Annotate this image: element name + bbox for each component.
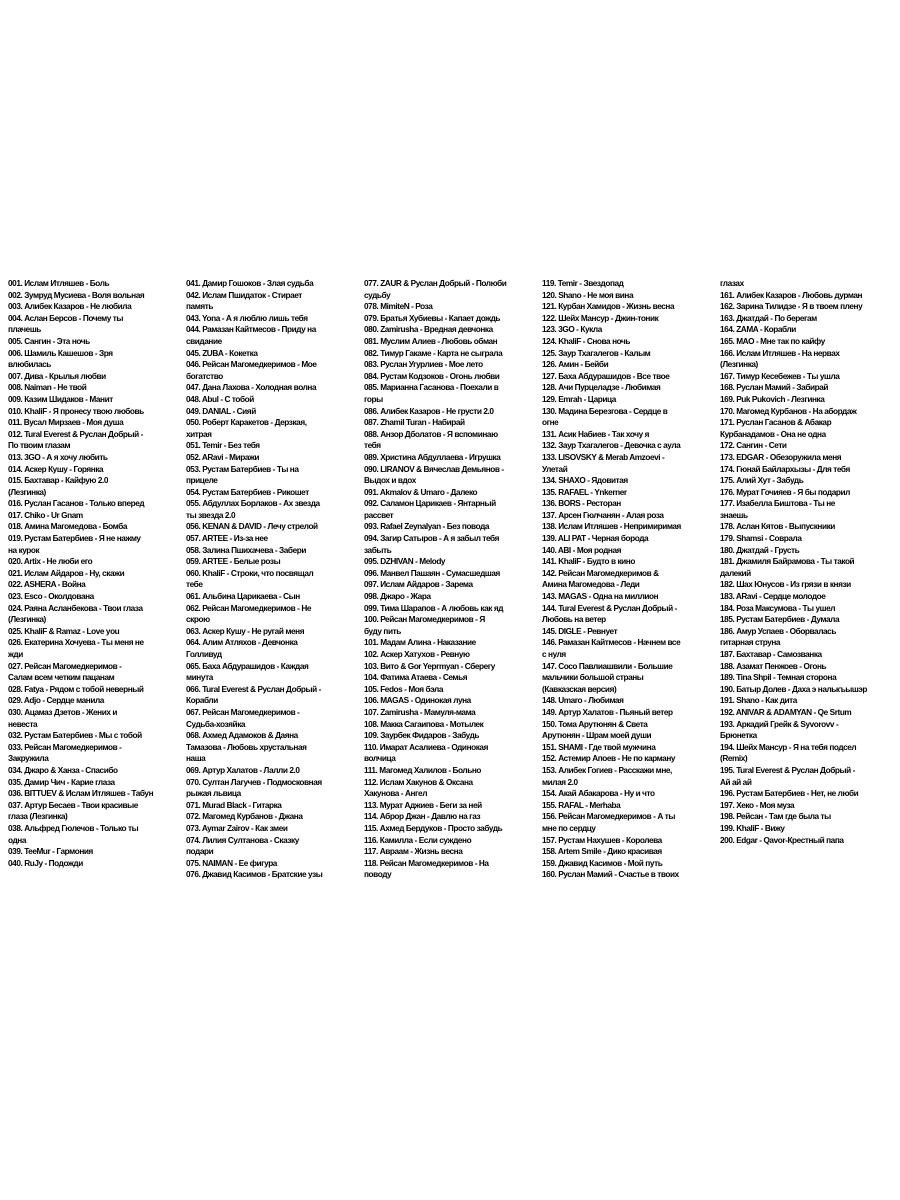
track-line: 180. Джатдай - Грусть (720, 544, 800, 555)
track-line: 162. Зарина Тилидзе - Я в твоем плену (720, 301, 863, 312)
track-line: 121. Курбан Хамидов - Жизнь весна (542, 301, 675, 312)
track-line: 005. Сангин - Эта ночь (8, 335, 90, 346)
track-line: 042. Ислам Пшидаток - Стирает (186, 289, 302, 300)
track-line: одна (8, 834, 27, 845)
track-line: 149. Артур Халатов - Пьяный ветер (542, 706, 673, 717)
track-line: 017. Chiko - Ur Gnam (8, 509, 83, 520)
track-line: 003. Алибек Казаров - Не любила (8, 301, 132, 312)
track-line: 002. Зумруд Мусиева - Воля вольная (8, 289, 145, 300)
track-line: ты звезда 2.0 (186, 509, 236, 520)
track-line: 124. KhaliF - Снова ночь (542, 335, 631, 346)
track-line: 024. Раяна Асланбекова - Твои глаза (8, 602, 143, 613)
track-line: 148. Umaro - Любимая (542, 695, 624, 706)
track-line: 066. Tural Everest & Руслан Добрый - (186, 683, 321, 694)
track-line: 122. Шейх Мансур - Джин-тоник (542, 312, 659, 323)
track-line: 047. Дана Лахова - Холодная волна (186, 382, 317, 393)
track-line: 165. MAO - Мне так по кайфу (720, 335, 825, 346)
track-line: 117. Авраам - Жизнь весна (364, 846, 463, 857)
track-line: 190. Батыр Долев - Даха э налькъышэр (720, 683, 867, 694)
track-line: на курок (8, 544, 40, 555)
track-line: 185. Рустам Батербиев - Думала (720, 614, 840, 625)
track-line: мне по сердцу (542, 822, 596, 833)
track-line: рыжая львица (186, 788, 241, 799)
track-line: 092. Саламон Царикаев - Янтарный (364, 498, 496, 509)
track-line: 101. Мадам Алина - Наказание (364, 637, 476, 648)
track-line: 049. DANIAL - Сияй (186, 405, 256, 416)
track-line: (Лезгинка) (8, 486, 46, 497)
track-line: 100. Рейсан Магомедкеримов - Я (364, 614, 485, 625)
track-line: 127. Баха Абдурашидов - Все твое (542, 370, 670, 381)
track-line: 009. Казим Шидаков - Манит (8, 393, 113, 404)
track-line: 175. Алий Хут - Забудь (720, 475, 804, 486)
track-line: 087. Zhamil Turan - Набирай (364, 417, 465, 428)
track-line: Выдох и вдох (364, 475, 416, 486)
track-line: 030. Ацамаз Дзетов - Жених и (8, 706, 118, 717)
track-line: глаза (Лезгинка) (8, 811, 68, 822)
track-line: 064. Алим Атляхов - Девчонка (186, 637, 298, 648)
track-column-1 (8, 278, 180, 881)
track-line: жди (8, 649, 23, 659)
track-line: Салам всем четким пацанам (8, 672, 115, 683)
track-line: 095. DZHIVAN - Melody (364, 556, 446, 567)
track-line: 151. SHAMI - Где твой мужчина (542, 741, 656, 752)
track-line: 043. Yona - А я люблю лишь тебя (186, 312, 308, 323)
track-line: 023. Esco - Околдована (8, 591, 94, 602)
track-line: забыть (364, 544, 392, 555)
track-line: По твоим глазам (8, 440, 71, 451)
track-line: 072. Магомед Курбанов - Джана (186, 811, 303, 822)
track-line: тебе (186, 579, 203, 590)
track-line: горы (364, 393, 383, 404)
track-line: 034. Джаро & Ханза - Спасибо (8, 764, 118, 775)
track-line: 079. Братья Хубиевы - Капает дождь (364, 312, 501, 323)
track-line: 144. Tural Everest & Руслан Добрый - (542, 602, 677, 613)
track-line: огне (542, 417, 559, 428)
track-line: 193. Аркадий Грейк & Syvorovv - (720, 718, 839, 729)
track-line: 012. Tural Everest & Руслан Добрый - (8, 428, 143, 439)
track-line: мальчики большой страны (542, 672, 644, 683)
track-line: 120. Shano - Не моя вина (542, 289, 634, 300)
track-line: 176. Мурат Гочияев - Я бы подарил (720, 486, 850, 497)
track-line: 184. Роза Максумова - Ты ушел (720, 602, 836, 613)
track-line: 021. Ислам Айдаров - Ну, скажи (8, 567, 125, 578)
track-line: 007. Дива - Крылья любви (8, 370, 106, 381)
track-line: 039. TeeMur - Гармония (8, 846, 93, 857)
track-line: 065. Баха Абдурашидов - Каждая (186, 660, 309, 671)
track-line: 026. Екатерина Хочуева - Ты меня не (8, 637, 144, 648)
track-line: 018. Амина Магомедова - Бомба (8, 521, 128, 532)
track-line: 113. Мурат Аджиев - Беги за ней (364, 799, 482, 810)
track-line: 044. Рамазан Кайтмесов - Приду на (186, 324, 316, 335)
track-line: невеста (8, 718, 38, 729)
track-line: 152. Астемир Апоев - Не по карману (542, 753, 676, 764)
track-line: 114. Аброр Джан - Давлю на газ (364, 811, 481, 822)
track-line: знаешь (720, 509, 748, 520)
track-line: прицеле (186, 475, 218, 486)
track-line: минута (186, 672, 213, 683)
track-list (8, 278, 892, 881)
track-column-5 (720, 278, 892, 881)
track-line: 033. Рейсан Магомедкеримов - (8, 741, 122, 752)
track-line: волчица (364, 753, 396, 764)
track-line: 056. KENAN & DAVID - Лечу стрелой (186, 521, 318, 532)
track-line: 028. Fatya - Рядом с тобой неверный (8, 683, 144, 694)
track-line: 020. Artix - Не люби его (8, 556, 93, 567)
track-line: 135. RAFAEL - Ynkerner (542, 486, 627, 497)
track-line: 019. Рустам Батербиев - Я не нажму (8, 533, 141, 544)
track-line: 167. Тимур Кесебежев - Ты ушла (720, 370, 840, 381)
track-line: 091. Akmalov & Umaro - Далеко (364, 486, 478, 497)
track-line: 199. KhaliF - Вижу (720, 822, 785, 833)
track-line: 045. ZUBA - Кокетка (186, 347, 258, 358)
track-line: Брюнетка (720, 730, 757, 741)
track-line: Судьба-хозяйка (186, 718, 246, 729)
track-line: свидание (186, 335, 222, 346)
track-line: 099. Тима Шарапов - А любовь как яд (364, 602, 504, 613)
track-line: 102. Аскер Хатухов - Ревную (364, 649, 470, 659)
track-line: 126. Амин - Бейби (542, 359, 609, 370)
track-line: 055. Абдуллах Борлаков - Ах звезда (186, 498, 320, 509)
track-line: 163. Джатдай - По берегам (720, 312, 817, 323)
track-line: 159. Джавид Касимов - Мой путь (542, 857, 663, 868)
track-line: 035. Дамир Чич - Карие глаза (8, 776, 115, 787)
track-line: подари (186, 846, 214, 857)
track-line: 071. Murad Black - Гитарка (186, 799, 282, 810)
track-line: 130. Мадина Березгова - Сердце в (542, 405, 668, 416)
track-line: 195. Tural Everest & Руслан Добрый - (720, 764, 855, 775)
track-line: 189. Tina Shpil - Темная сторона (720, 672, 837, 683)
track-line: 068. Ахмед Адамоков & Даяна (186, 730, 298, 741)
track-line: Закружила (8, 753, 49, 764)
track-line: 129. Emrah - Царица (542, 393, 616, 404)
track-line: 075. NAIMAN - Ее фигура (186, 857, 277, 868)
track-line: 133. LISOVSKY & Merab Amzoevi - (542, 451, 665, 462)
track-line: 174. Гюнай Байлархызы - Для тебя (720, 463, 850, 474)
track-line: 177. Изабелла Биштова - Ты не (720, 498, 835, 509)
track-line: 197. Хеко - Моя муза (720, 799, 795, 810)
track-line: 052. ARavi - Миражи (186, 451, 260, 462)
track-line: 143. MAGAS - Одна на миллион (542, 591, 659, 602)
track-line: 156. Рейсан Магомедкеримов - А ты (542, 811, 675, 822)
track-line: глазах (720, 278, 744, 288)
track-line: (Кавказская версия) (542, 683, 617, 694)
track-line: Хакунова - Ангел (364, 788, 428, 799)
track-line: плачешь (8, 324, 41, 335)
track-line: 198. Рейсан - Там где была ты (720, 811, 831, 822)
track-line: 172. Сангин - Сети (720, 440, 787, 451)
track-line: 173. EDGAR - Обезоружила меня (720, 451, 842, 462)
track-line: 119. Temir - Звездопад (542, 278, 624, 288)
track-line: 154. Акай Абакарова - Ну и что (542, 788, 655, 799)
track-line: 084. Рустам Кодзоков - Огонь любви (364, 370, 500, 381)
track-line: 106. MAGAS - Одинокая луна (364, 695, 471, 706)
track-line: 194. Шейх Мансур - Я на тебя подсел (720, 741, 857, 752)
track-line: поводу (364, 869, 392, 880)
track-line: 040. RuJy - Подожди (8, 857, 83, 868)
track-line: 060. KhaliF - Строки, что посвящал (186, 567, 314, 578)
track-line: богатство (186, 370, 223, 381)
track-line: 014. Аскер Кушу - Горянка (8, 463, 104, 474)
track-line: 145. DIGLE - Ревнует (542, 625, 618, 636)
track-line: 158. Artem Smile - Дико красивая (542, 846, 662, 857)
track-line: 046. Рейсан Магомедкеримов - Мое (186, 359, 317, 370)
track-line: 136. BORS - Ресторан (542, 498, 621, 509)
track-line: 166. Ислам Итляшев - На нервах (720, 347, 840, 358)
track-line: 181. Джамиля Байрамова - Ты такой (720, 556, 855, 567)
track-line: 153. Алибек Гогиев - Расскажи мне, (542, 764, 672, 775)
track-line: 146. Рамазан Кайтмесов - Начнем все (542, 637, 681, 648)
track-line: 168. Руслан Мамий - Забирай (720, 382, 829, 393)
track-line: 022. ASHERA - Война (8, 579, 86, 590)
track-line: 077. ZAUR & Руслан Добрый - Полюби (364, 278, 507, 288)
track-line: Ай ай ай (720, 776, 752, 787)
track-line: 038. Альфред Гюлечов - Только ты (8, 822, 139, 833)
track-line: 004. Аслан Берсов - Почему ты (8, 312, 123, 323)
track-line: тебя (364, 440, 381, 451)
track-line: 025. KhaliF & Ramaz - Love you (8, 625, 120, 636)
track-line: 078. MimiteN - Роза (364, 301, 433, 312)
track-line: 138. Ислам Итляшев - Непримиримая (542, 521, 681, 532)
track-line: 155. RAFAL - Merhaba (542, 799, 621, 810)
track-line: 112. Ислам Хакунов & Оксана (364, 776, 473, 787)
track-line: судьбу (364, 289, 391, 300)
track-line: 098. Джаро - Жара (364, 591, 431, 602)
track-line: 161. Алибек Казаров - Любовь дурман (720, 289, 863, 300)
track-line: далекий (720, 567, 751, 578)
track-line: 081. Муслим Алиев - Любовь обман (364, 335, 498, 346)
track-line: 137. Арсен Гюлчанян - Алая роза (542, 509, 664, 520)
track-line: 085. Марианна Гасанова - Поехали в (364, 382, 499, 393)
track-line: 097. Ислам Айдаров - Зарема (364, 579, 473, 590)
track-line: влюбилась (8, 359, 51, 370)
track-line: 108. Макка Сагаипова - Мотылек (364, 718, 484, 729)
track-line: Курбанадамов - Она не одна (720, 428, 826, 439)
track-line: 118. Рейсан Магомедкеримов - На (364, 857, 489, 868)
track-line: 070. Султан Лагучев - Подмосковная (186, 776, 322, 787)
track-line: 191. Shano - Как дита (720, 695, 797, 706)
track-line: 157. Рустам Нахушев - Королева (542, 834, 662, 845)
track-line: 123. 3GO - Кукла (542, 324, 602, 335)
track-line: 080. Zamirusha - Вредная девчонка (364, 324, 493, 335)
track-line: наша (186, 753, 206, 764)
track-line: 125. Заур Тхагалегов - Калым (542, 347, 651, 358)
track-line: 186. Амур Успаев - Оборвалась (720, 625, 836, 636)
track-line: 147. Сосо Павлиашвили - Большие (542, 660, 673, 671)
track-line: (Лезгинка) (8, 614, 46, 625)
track-line: 140. ABI - Моя родная (542, 544, 622, 555)
track-line: 013. 3GO - А я хочу любить (8, 451, 108, 462)
track-line: 086. Алибек Казаров - Не грусти 2.0 (364, 405, 494, 416)
track-line: 188. Азамат Пенжоев - Огонь (720, 660, 827, 671)
track-column-4 (542, 278, 714, 881)
track-line: 074. Лилия Султанова - Сказку (186, 834, 299, 845)
track-line: 183. ARavi - Сердце молодое (720, 591, 826, 602)
track-line: 069. Артур Халатов - Лалли 2.0 (186, 764, 300, 775)
track-line: буду пить (364, 625, 401, 636)
track-line: 053. Рустам Батербиев - Ты на (186, 463, 299, 474)
track-line: 134. SHAXO - Ядовитая (542, 475, 628, 486)
track-line: 109. Заурбек Фидаров - Забудь (364, 730, 480, 741)
track-line: 187. Бахтавар - Самозванка (720, 649, 822, 659)
track-line: гитарная струна (720, 637, 781, 648)
track-line: хитрая (186, 428, 212, 439)
track-line: 083. Руслан Угурлиев - Мое лето (364, 359, 483, 370)
track-line: 008. Naiman - Не твой (8, 382, 87, 393)
track-line: 096. Манвел Пашаян - Сумасшедшая (364, 567, 500, 578)
track-line: память (186, 301, 214, 312)
track-line: 128. Ачи Пурцеладзе - Любимая (542, 382, 661, 393)
track-line: 111. Магомед Халилов - Больно (364, 764, 482, 775)
track-line: 170. Магомед Курбанов - На абордаж (720, 405, 857, 416)
track-line: Любовь на ветер (542, 614, 606, 625)
track-line: 110. Имарат Асалиева - Одинокая (364, 741, 488, 752)
track-line: 015. Бахтавар - Кайфую 2.0 (8, 475, 109, 486)
track-line: 179. Shamsi - Соврала (720, 533, 802, 544)
track-line: Корабли (186, 695, 218, 706)
track-line: 196. Рустам Батербиев - Нет, не люби (720, 788, 859, 799)
track-line: 057. ARTEE - Из-за нее (186, 533, 268, 544)
track-line: 062. Рейсан Магомедкеримов - Не (186, 602, 312, 613)
track-line: 063. Аскер Кушу - Не ругай меня (186, 625, 305, 636)
track-line: 058. Залина Пшихачева - Забери (186, 544, 306, 555)
track-line: Улетай (542, 463, 568, 474)
track-line: (Лезгинка) (720, 359, 758, 370)
track-line: 089. Христина Абдуллаева - Игрушка (364, 451, 501, 462)
track-line: (Remix) (720, 753, 748, 764)
track-line: 027. Рейсан Магомедкеримов - (8, 660, 122, 671)
track-column-2 (186, 278, 358, 881)
track-line: рассвет (364, 509, 394, 520)
track-line: 192. ANIVAR & ADAMYAN - Qe Srtum (720, 706, 852, 717)
track-line: 142. Рейсан Магомедкеримов & (542, 567, 659, 578)
track-line: 029. Adjo - Сердце манила (8, 695, 104, 706)
track-line: 164. ZAMA - Корабли (720, 324, 796, 335)
track-line: Тамазова - Любовь хрустальная (186, 741, 307, 752)
track-line: 107. Zamirusha - Мамуля-мама (364, 706, 476, 717)
track-line: 115. Ахмед Бердуков - Просто забудь (364, 822, 503, 833)
track-line: 073. Aymar Zairov - Как змеи (186, 822, 288, 833)
track-line: 051. Temir - Без тебя (186, 440, 260, 451)
track-line: 094. Загир Сатыров - А я забыл тебя (364, 533, 499, 544)
track-column-3 (364, 278, 536, 881)
track-line: 131. Асик Набиев - Так хочу я (542, 428, 650, 439)
track-line: 032. Рустам Батербиев - Мы с тобой (8, 730, 142, 741)
track-line: 036. BITTUEV & Ислам Итляшев - Табун (8, 788, 154, 799)
track-line: 105. Fedos - Моя бэла (364, 683, 443, 694)
track-line: 200. Edgar - Qavor-Крестный папа (720, 834, 844, 845)
track-line: 067. Рейсан Магомедкеримов - (186, 706, 300, 717)
track-line: 090. LIRANOV & Вячеслав Демьянов - (364, 463, 504, 474)
track-line: 076. Джавид Касимов - Братские узы (186, 869, 323, 880)
track-line: с нуля (542, 649, 566, 659)
track-line: Амина Магомедова - Леди (542, 579, 640, 590)
track-line: 160. Руслан Мамий - Счастье в твоих (542, 869, 679, 880)
track-line: 178. Аслан Кятов - Выпускники (720, 521, 835, 532)
track-line: 010. KhaliF - Я пронесу твою любовь (8, 405, 144, 416)
track-line: Арутюнян - Шрам моей души (542, 730, 652, 741)
track-line: 041. Дамир Гошоков - Злая судьба (186, 278, 314, 288)
track-line: 103. Вито & Gor Yeprmyan - Сберегу (364, 660, 495, 671)
track-line: 048. Abul - С тобой (186, 393, 254, 404)
track-line: 054. Рустам Батербиев - Рикошет (186, 486, 309, 497)
track-line: Голливуд (186, 649, 222, 659)
track-line: 082. Тимур Гакаме - Карта не сыграла (364, 347, 503, 358)
track-line: 150. Тома Арутюнян & Света (542, 718, 648, 729)
track-line: 088. Анзор Дболатов - Я вспоминаю (364, 428, 498, 439)
track-line: 182. Шах Юнусов - Из грязи в князи (720, 579, 851, 590)
track-line: 016. Руслан Гасанов - Только вперед (8, 498, 145, 509)
track-line: 139. ALI PAT - Черная борода (542, 533, 649, 544)
track-line: 116. Камилла - Если суждено (364, 834, 472, 845)
track-line: скрою (186, 614, 210, 625)
track-line: 141. KhaliF - Будто в кино (542, 556, 635, 567)
track-line: 061. Альбина Царикаева - Сын (186, 591, 300, 602)
track-line: 001. Ислам Итляшев - Боль (8, 278, 110, 288)
track-line: 006. Шамиль Кашешов - Зря (8, 347, 113, 358)
track-line: 059. ARTEE - Белые розы (186, 556, 281, 567)
track-line: 104. Фатима Атаева - Семья (364, 672, 468, 683)
track-line: 011. Вусал Мирзаев - Моя душа (8, 417, 124, 428)
track-line: 037. Артур Бесаев - Твои красивые (8, 799, 138, 810)
track-line: милая 2.0 (542, 776, 578, 787)
track-line: 050. Роберт Каракетов - Дерзкая, (186, 417, 307, 428)
track-line: 132. Заур Тхагалегов - Девочка с аула (542, 440, 681, 451)
track-line: 169. Puk Pukovich - Лезгинка (720, 393, 825, 404)
track-line: 171. Руслан Гасанов & Абакар (720, 417, 832, 428)
track-line: 093. Rafael Zeynalyan - Без повода (364, 521, 490, 532)
